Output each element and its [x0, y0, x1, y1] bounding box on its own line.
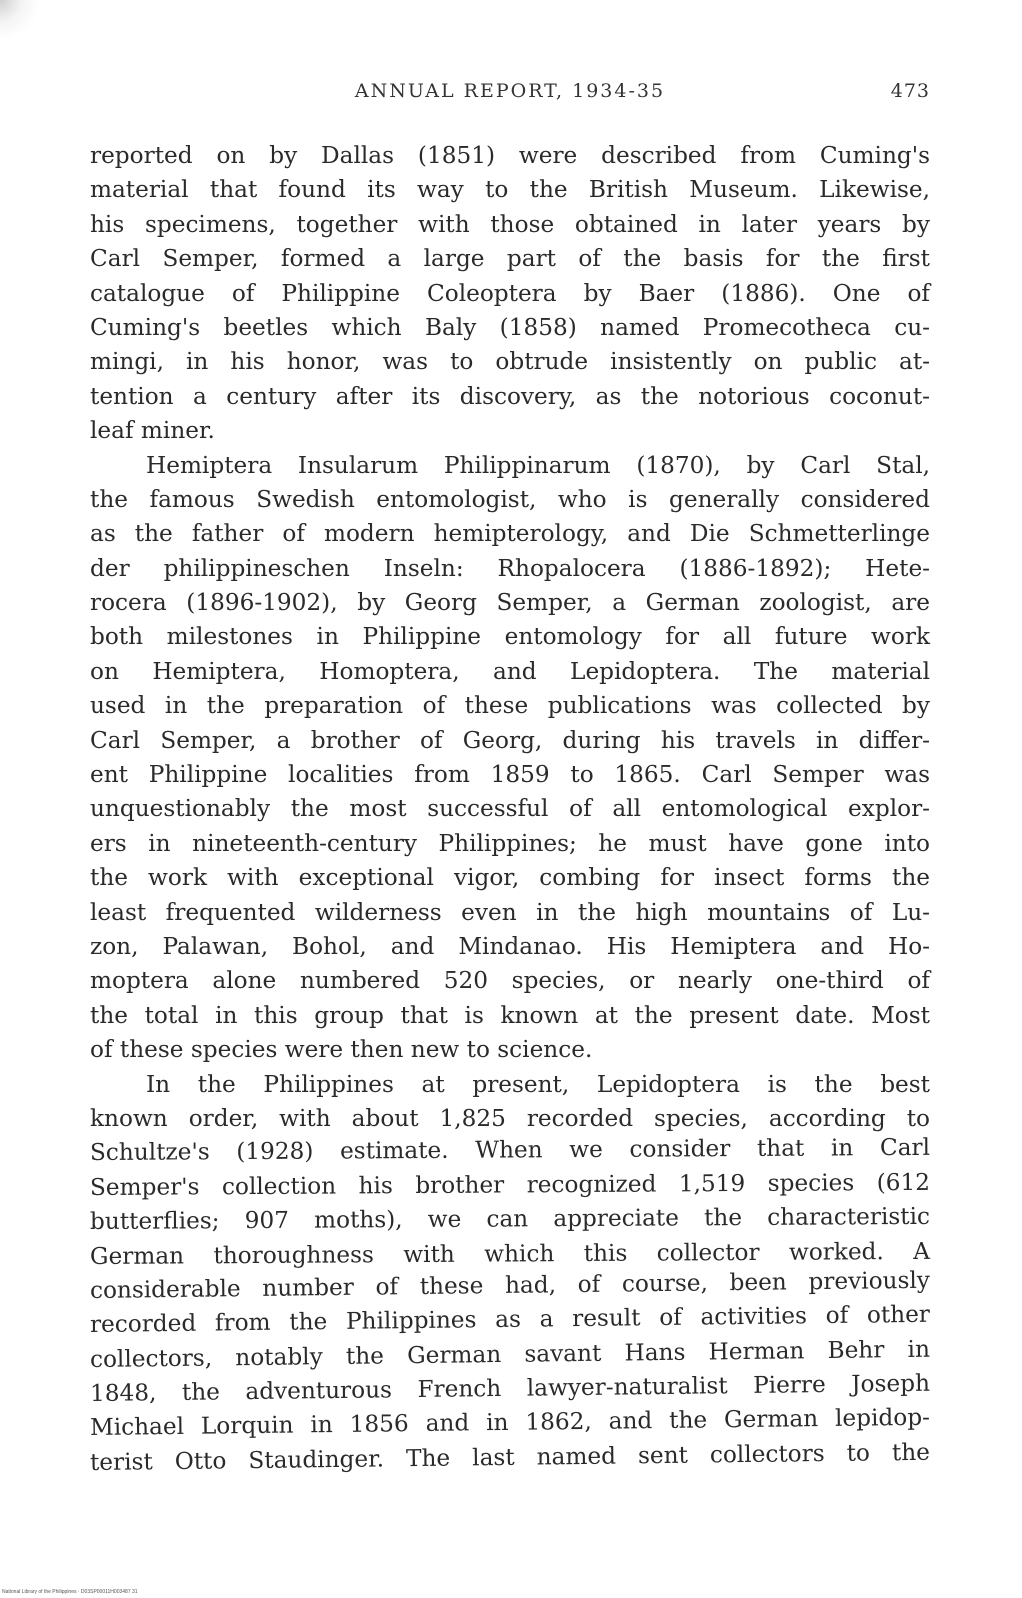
text-line: Hemiptera Insularum Philippinarum (1870), by Carl Stal,: [146, 451, 930, 479]
text-line: recorded from the Philippines as a result of activities of other: [89, 1301, 931, 1339]
text-line: Michael Lorquin in 1856 and in 1862, and the German lepidop-: [89, 1404, 931, 1442]
text-line: known order, with about 1,825 recorded species, according to: [90, 1104, 930, 1132]
text-line: on Hemiptera, Homoptera, and Lepidoptera. The material: [90, 657, 930, 685]
text-line: material that found its way to the British Museum. Likewise,: [90, 176, 930, 204]
text-line: mingi, in his honor, was to obtrude insistently on public at-: [90, 348, 930, 376]
scan-corner-shadow: [0, 0, 40, 40]
text-line: Schultze's (1928) estimate. When we consider that in Carl: [89, 1134, 931, 1167]
text-line: German thoroughness with which this collector worked. A: [89, 1237, 931, 1270]
text-line: reported on by Dallas (1851) were described from Cuming's: [90, 142, 930, 169]
text-line: considerable number of these had, of course, been previously: [89, 1266, 931, 1304]
text-line: ent Philippine localities from 1859 to 1865. Carl Semper was: [90, 761, 930, 789]
text-line: collectors, notably the German savant Hans Herman Behr in: [89, 1335, 931, 1373]
text-line: leaf miner.: [90, 417, 215, 445]
text-line: butterflies; 907 moths), we can appreciate the characteristic: [89, 1202, 931, 1236]
text-line: In the Philippines at present, Lepidoptera is the best: [146, 1070, 930, 1098]
text-line: rocera (1896-1902), by Georg Semper, a German zoologist, are: [90, 589, 930, 617]
text-line: his specimens, together with those obtained in later years by: [90, 210, 930, 238]
running-head: ANNUAL REPORT, 1934-35: [354, 80, 666, 102]
scan-footer-note: National Library of the Philippines · D03SP00011H003487 31: [2, 1589, 138, 1595]
text-line: Cuming's beetles which Baly (1858) named Promecotheca cu-: [90, 313, 930, 341]
page-number: 473: [890, 80, 930, 102]
text-line: catalogue of Philippine Coleoptera by Baer (1886). One of: [90, 279, 930, 307]
text-line: Carl Semper, formed a large part of the basis for the first: [90, 245, 930, 273]
text-line: 1848, the adventurous French lawyer-naturalist Pierre Joseph: [89, 1369, 931, 1408]
text-line: Carl Semper, a brother of Georg, during his travels in differ-: [90, 726, 930, 754]
text-line: the total in this group that is known at the present date. Most: [90, 1001, 930, 1029]
text-line: both milestones in Philippine entomology for all future work: [90, 623, 930, 651]
text-line: tention a century after its discovery, as the notorious coconut-: [90, 382, 930, 410]
text-line: as the father of modern hemipterology, and Die Schmetterlinge: [90, 520, 930, 548]
text-line: terist Otto Staudinger. The last named sent collectors to the: [89, 1438, 931, 1476]
body-text: [90, 139, 930, 1480]
text-line: used in the preparation of these publications was collected by: [90, 692, 930, 720]
page-header: [90, 80, 930, 110]
text-line: unquestionably the most successful of all entomological explor-: [90, 795, 930, 823]
text-line: moptera alone numbered 520 species, or nearly one-third of: [90, 967, 930, 995]
text-line: the work with exceptional vigor, combing for insect forms the: [90, 864, 930, 892]
text-line: the famous Swedish entomologist, who is generally considered: [90, 485, 930, 513]
text-line: zon, Palawan, Bohol, and Mindanao. His Hemiptera and Ho-: [90, 932, 930, 960]
text-line: ers in nineteenth-century Philippines; he must have gone into: [90, 829, 930, 857]
text-line: least frequented wilderness even in the high mountains of Lu-: [90, 898, 930, 926]
text-line: of these species were then new to science.: [90, 1036, 593, 1064]
text-line: der philippineschen Inseln: Rhopalocera (1886-1892); Hete-: [90, 554, 930, 582]
text-line: Semper's collection his brother recognized 1,519 species (612: [89, 1168, 931, 1201]
